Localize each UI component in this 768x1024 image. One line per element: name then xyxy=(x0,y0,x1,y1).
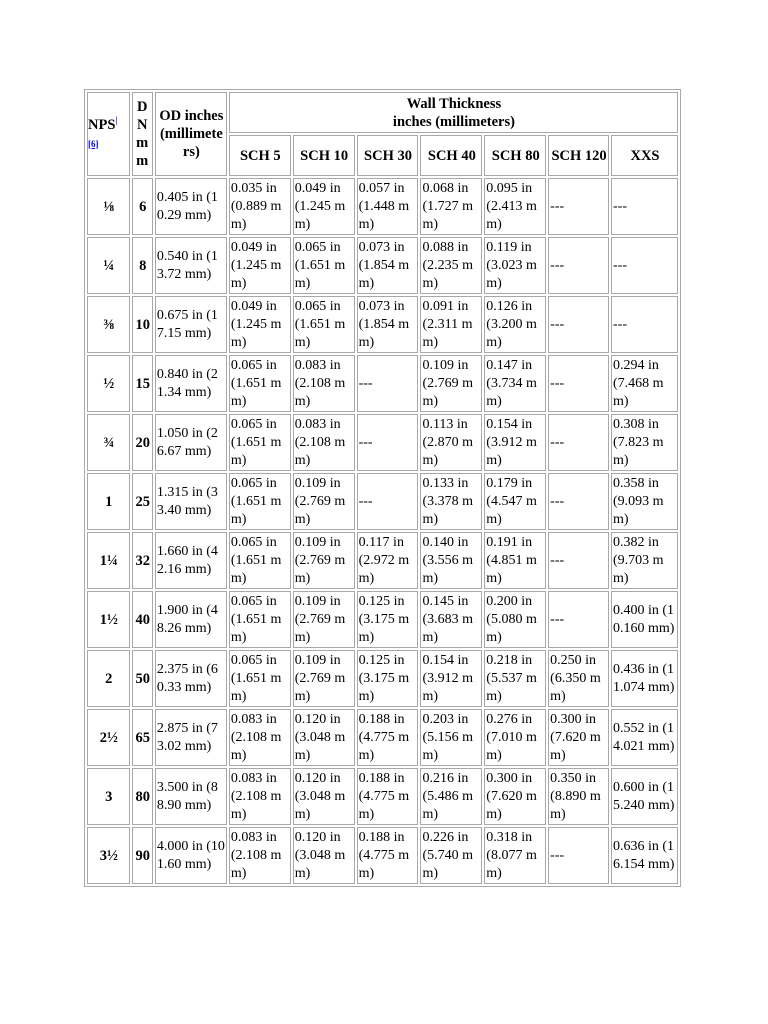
wall-thickness-cell: 0.057 in (1.448 mm) xyxy=(357,178,419,235)
table-row xyxy=(87,296,678,353)
wall-thickness-cell: --- xyxy=(548,827,609,884)
dn-cell: 20 xyxy=(132,414,153,471)
wall-thickness-cell: 0.133 in (3.378 mm) xyxy=(420,473,482,530)
od-cell: 1.315 in (33.40 mm) xyxy=(155,473,227,530)
wall-thickness-cell: --- xyxy=(548,355,609,412)
wall-thickness-cell: 0.083 in (2.108 mm) xyxy=(293,414,355,471)
wall-thickness-cell: 0.065 in (1.651 mm) xyxy=(229,355,291,412)
schedule-header: SCH 30 xyxy=(357,135,419,176)
wall-thickness-cell: --- xyxy=(611,237,678,294)
wall-thickness-cell: --- xyxy=(357,473,419,530)
wall-thickness-cell: 0.382 in (9.703 mm) xyxy=(611,532,678,589)
wall-thickness-cell: 0.200 in (5.080 mm) xyxy=(484,591,546,648)
dn-cell: 50 xyxy=(132,650,153,707)
nps-cell: ⅛ xyxy=(87,178,130,235)
wall-thickness-cell: --- xyxy=(548,237,609,294)
wall-thickness-cell: 0.179 in (4.547 mm) xyxy=(484,473,546,530)
dn-cell: 25 xyxy=(132,473,153,530)
wall-thickness-cell: --- xyxy=(548,296,609,353)
wall-thickness-cell: 0.318 in (8.077 mm) xyxy=(484,827,546,884)
wall-thickness-cell: 0.636 in (16.154 mm) xyxy=(611,827,678,884)
schedule-header: SCH 80 xyxy=(484,135,546,176)
wall-thickness-cell: 0.083 in (2.108 mm) xyxy=(293,355,355,412)
od-cell: 0.675 in (17.15 mm) xyxy=(155,296,227,353)
wall-thickness-cell: 0.147 in (3.734 mm) xyxy=(484,355,546,412)
wall-thickness-cell: 0.126 in (3.200 mm) xyxy=(484,296,546,353)
wall-thickness-cell: 0.073 in (1.854 mm) xyxy=(357,237,419,294)
wall-thickness-cell: 0.049 in (1.245 mm) xyxy=(229,237,291,294)
table-body xyxy=(87,178,678,884)
wall-thickness-cell: 0.120 in (3.048 mm) xyxy=(293,827,355,884)
nps-cell: 3 xyxy=(87,768,130,825)
wall-thickness-cell: --- xyxy=(548,178,609,235)
table-row xyxy=(87,591,678,648)
dn-cell: 15 xyxy=(132,355,153,412)
wall-thickness-cell: 0.188 in (4.775 mm) xyxy=(357,768,419,825)
nps-header xyxy=(87,92,130,176)
table-row xyxy=(87,709,678,766)
wall-thickness-cell: 0.109 in (2.769 mm) xyxy=(420,355,482,412)
wall-thickness-cell: 0.065 in (1.651 mm) xyxy=(229,532,291,589)
wall-thickness-cell: 0.083 in (2.108 mm) xyxy=(229,709,291,766)
wall-thickness-cell: 0.154 in (3.912 mm) xyxy=(420,650,482,707)
wall-thickness-cell: 0.552 in (14.021 mm) xyxy=(611,709,678,766)
od-cell: 0.540 in (13.72 mm) xyxy=(155,237,227,294)
nps-cell: 3½ xyxy=(87,827,130,884)
wall-thickness-cell: 0.188 in (4.775 mm) xyxy=(357,827,419,884)
wall-thickness-cell: 0.140 in (3.556 mm) xyxy=(420,532,482,589)
wall-thickness-cell: 0.083 in (2.108 mm) xyxy=(229,768,291,825)
wall-thickness-cell: 0.120 in (3.048 mm) xyxy=(293,768,355,825)
od-cell: 3.500 in (88.90 mm) xyxy=(155,768,227,825)
wall-thickness-cell: 0.216 in (5.486 mm) xyxy=(420,768,482,825)
table-row xyxy=(87,768,678,825)
table-row xyxy=(87,473,678,530)
wall-thickness-cell: 0.109 in (2.769 mm) xyxy=(293,650,355,707)
nps-cell: 1½ xyxy=(87,591,130,648)
od-cell: 0.840 in (21.34 mm) xyxy=(155,355,227,412)
od-cell: 1.050 in (26.67 mm) xyxy=(155,414,227,471)
table-row xyxy=(87,178,678,235)
wall-thickness-cell: 0.088 in (2.235 mm) xyxy=(420,237,482,294)
nps-cell: ½ xyxy=(87,355,130,412)
footnote-link[interactable]: | xyxy=(115,114,118,125)
wall-thickness-cell: 0.600 in (15.240 mm) xyxy=(611,768,678,825)
wall-thickness-cell: 0.145 in (3.683 mm) xyxy=(420,591,482,648)
footnote-link-ref[interactable]: [6] xyxy=(88,138,99,149)
wall-thickness-cell: 0.095 in (2.413 mm) xyxy=(484,178,546,235)
dn-cell: 8 xyxy=(132,237,153,294)
dn-cell: 6 xyxy=(132,178,153,235)
dn-cell: 80 xyxy=(132,768,153,825)
schedule-header: SCH 40 xyxy=(420,135,482,176)
od-cell: 1.900 in (48.26 mm) xyxy=(155,591,227,648)
wall-thickness-cell: 0.065 in (1.651 mm) xyxy=(229,473,291,530)
dn-cell: 40 xyxy=(132,591,153,648)
wall-thickness-cell: 0.250 in (6.350 mm) xyxy=(548,650,609,707)
wall-thickness-cell: --- xyxy=(611,296,678,353)
table-row xyxy=(87,355,678,412)
od-cell: 1.660 in (42.16 mm) xyxy=(155,532,227,589)
wall-thickness-cell: 0.226 in (5.740 mm) xyxy=(420,827,482,884)
pipe-dimensions-table xyxy=(84,89,681,887)
dn-cell: 65 xyxy=(132,709,153,766)
wall-thickness-cell: 0.049 in (1.245 mm) xyxy=(293,178,355,235)
wall-thickness-cell: 0.073 in (1.854 mm) xyxy=(357,296,419,353)
od-header-label: OD inches (millimeters) xyxy=(159,108,224,160)
nps-cell: 1¼ xyxy=(87,532,130,589)
wall-thickness-cell: 0.188 in (4.775 mm) xyxy=(357,709,419,766)
wall-thickness-cell: 0.300 in (7.620 mm) xyxy=(484,768,546,825)
nps-cell: 2½ xyxy=(87,709,130,766)
wall-thickness-cell: 0.436 in (11.074 mm) xyxy=(611,650,678,707)
wall-thickness-cell: 0.091 in (2.311 mm) xyxy=(420,296,482,353)
wall-thickness-cell: 0.191 in (4.851 mm) xyxy=(484,532,546,589)
wall-thickness-cell: 0.400 in (10.160 mm) xyxy=(611,591,678,648)
schedule-header: SCH 5 xyxy=(229,135,291,176)
nps-cell: ¾ xyxy=(87,414,130,471)
od-cell: 4.000 in (101.60 mm) xyxy=(155,827,227,884)
wall-thickness-cell: 0.120 in (3.048 mm) xyxy=(293,709,355,766)
wall-thickness-cell: 0.117 in (2.972 mm) xyxy=(357,532,419,589)
dn-cell: 90 xyxy=(132,827,153,884)
wall-thickness-cell: 0.065 in (1.651 mm) xyxy=(293,296,355,353)
wall-thickness-cell: --- xyxy=(548,414,609,471)
dn-header-label: D N m m xyxy=(136,99,149,169)
wall-thickness-cell: 0.125 in (3.175 mm) xyxy=(357,650,419,707)
dn-header xyxy=(132,92,153,176)
dn-cell: 10 xyxy=(132,296,153,353)
wall-thickness-cell: --- xyxy=(611,178,678,235)
wall-thickness-cell: 0.068 in (1.727 mm) xyxy=(420,178,482,235)
wall-thickness-cell: 0.300 in (7.620 mm) xyxy=(548,709,609,766)
nps-cell: ⅜ xyxy=(87,296,130,353)
nps-cell: ¼ xyxy=(87,237,130,294)
wall-thickness-cell: 0.125 in (3.175 mm) xyxy=(357,591,419,648)
wall-thickness-cell: 0.065 in (1.651 mm) xyxy=(229,650,291,707)
schedule-header: SCH 120 xyxy=(548,135,609,176)
table-row xyxy=(87,237,678,294)
wall-thickness-cell: 0.083 in (2.108 mm) xyxy=(229,827,291,884)
wall-thickness-cell: 0.049 in (1.245 mm) xyxy=(229,296,291,353)
table-row xyxy=(87,414,678,471)
wall-thickness-cell: 0.065 in (1.651 mm) xyxy=(293,237,355,294)
wall-thickness-cell: 0.218 in (5.537 mm) xyxy=(484,650,546,707)
wall-thickness-cell: 0.350 in (8.890 mm) xyxy=(548,768,609,825)
wall-thickness-cell: --- xyxy=(548,473,609,530)
od-header xyxy=(155,92,227,176)
wall-thickness-label: Wall Thickness inches (millimeters) xyxy=(392,95,515,130)
wall-thickness-cell: 0.294 in (7.468 mm) xyxy=(611,355,678,412)
wall-thickness-cell: 0.109 in (2.769 mm) xyxy=(293,532,355,589)
wall-thickness-cell: 0.358 in (9.093 mm) xyxy=(611,473,678,530)
table-row xyxy=(87,650,678,707)
wall-thickness-cell: 0.109 in (2.769 mm) xyxy=(293,473,355,530)
nps-cell: 2 xyxy=(87,650,130,707)
wall-thickness-cell: 0.203 in (5.156 mm) xyxy=(420,709,482,766)
od-cell: 0.405 in (10.29 mm) xyxy=(155,178,227,235)
table-header xyxy=(87,92,678,176)
wall-thickness-header xyxy=(229,92,678,133)
wall-thickness-cell: 0.119 in (3.023 mm) xyxy=(484,237,546,294)
od-cell: 2.375 in (60.33 mm) xyxy=(155,650,227,707)
nps-cell: 1 xyxy=(87,473,130,530)
od-cell: 2.875 in (73.02 mm) xyxy=(155,709,227,766)
wall-thickness-cell: 0.035 in (0.889 mm) xyxy=(229,178,291,235)
wall-thickness-cell: --- xyxy=(357,414,419,471)
wall-thickness-cell: --- xyxy=(548,532,609,589)
wall-thickness-cell: 0.109 in (2.769 mm) xyxy=(293,591,355,648)
dn-cell: 32 xyxy=(132,532,153,589)
nps-header-label: NPS xyxy=(88,116,116,133)
wall-thickness-cell: 0.065 in (1.651 mm) xyxy=(229,414,291,471)
wall-thickness-cell: 0.154 in (3.912 mm) xyxy=(484,414,546,471)
wall-thickness-cell: 0.113 in (2.870 mm) xyxy=(420,414,482,471)
schedule-header: SCH 10 xyxy=(293,135,355,176)
wall-thickness-cell: 0.276 in (7.010 mm) xyxy=(484,709,546,766)
table-row xyxy=(87,532,678,589)
wall-thickness-cell: 0.308 in (7.823 mm) xyxy=(611,414,678,471)
table-row xyxy=(87,827,678,884)
wall-thickness-cell: --- xyxy=(357,355,419,412)
schedule-header: XXS xyxy=(611,135,678,176)
wall-thickness-cell: --- xyxy=(548,591,609,648)
wall-thickness-cell: 0.065 in (1.651 mm) xyxy=(229,591,291,648)
